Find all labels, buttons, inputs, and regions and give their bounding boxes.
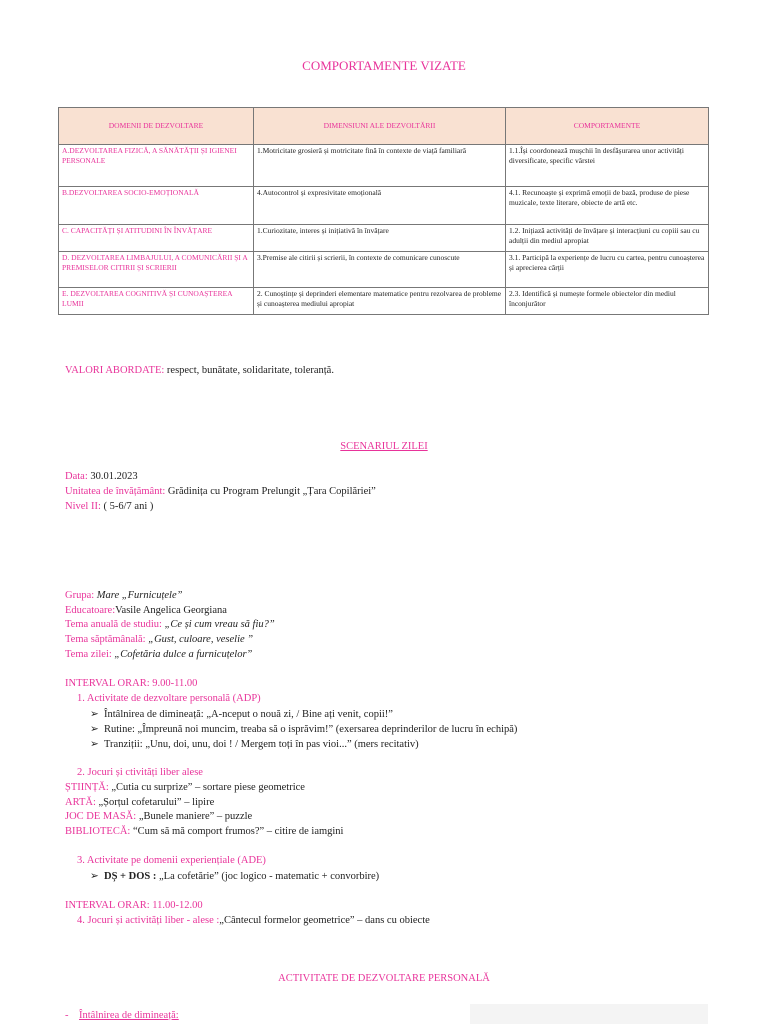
table-cell-domain: C. CAPACITĂȚI ȘI ATITUDINI ÎN ÎNVĂȚARE [59,225,254,252]
footer-overlay [470,1004,708,1024]
biblioteca-line: BIBLIOTECĂ: “Cum să mă comport frumos?” – citire de iamgini [65,826,344,837]
grupa-line [65,590,182,601]
unitate-value: Grădinița cu Program Prelungit „Țara Copilăriei” [165,486,376,497]
table-row [59,187,709,225]
ade-heading: 3. Activitate pe domenii experiențiale (ADE) [77,855,266,866]
tema-anuala-label: Tema anuală de studiu: [65,619,162,630]
joc-masa-line: JOC DE MASĂ: „Bunele maniere” – puzzle [65,811,253,822]
dash-icon: - [65,1010,69,1021]
table-cell-domain: B.DEZVOLTAREA SOCIO-EMOȚIONALĂ [59,187,254,225]
tema-saptamanala-line [65,634,253,645]
competencies-table [58,107,709,315]
nivel-label: Nivel II: [65,501,101,512]
table-row [59,288,709,315]
educatoare-value: Vasile Angelica Georgiana [115,605,227,616]
data-line [65,471,138,482]
educatoare-line [65,605,227,616]
tema-zilei-label: Tema zilei: [65,649,112,660]
grupa-value: Mare „Furnicuțele” [94,590,183,601]
adp-item: ➢ Tranziții: „Unu, doi, unu, doi ! / Mergem toți în pas vioi...” (mers recitativ) [90,739,419,750]
table-cell-behavior: 1.2. Inițiază activități de învățare și interacțiuni cu copiii sau cu adulții din mediul apropiat [506,225,709,252]
unitate-line [65,486,376,497]
table-cell-domain: E. DEZVOLTAREA COGNITIVĂ ȘI CUNOAȘTEREA LUMII [59,288,254,315]
table-row [59,225,709,252]
table-cell-behavior: 1.1.Își coordonează mușchii în desfășurarea unor activități diversificate, specific vârstei [506,145,709,187]
table-cell-dimension: 1.Motricitate grosieră și motricitate fină în contexte de viață familiară [254,145,506,187]
valori-label: VALORI ABORDATE: [65,365,165,376]
adp-item: ➢ Rutine: „Împreună noi muncim, treaba să o isprăvim!” (exersarea deprinderilor de lucru în echipă) [90,724,518,735]
table-header: COMPORTAMENTE [506,108,709,145]
arrow-icon: ➢ [90,739,99,750]
table-header: DOMENII DE DEZVOLTARE [59,108,254,145]
table-header-row [59,108,709,145]
table-cell-behavior: 3.1. Participă la experiențe de lucru cu cartea, pentru cunoașterea și aprecierea cărții [506,252,709,288]
adp-section-title: ACTIVITATE DE DEZVOLTARE PERSONALĂ [278,973,490,984]
data-label: Data: [65,471,88,482]
table-cell-behavior: 2.3. Identifică și numește formele obiectelor din mediul înconjurător [506,288,709,315]
data-value: 30.01.2023 [87,471,138,482]
table-cell-dimension: 4.Autocontrol și expresivitate emoțională [254,187,506,225]
grupa-label: Grupa: [65,590,95,601]
tema-anuala-line [65,619,275,630]
arrow-icon: ➢ [90,724,99,735]
page-title: COMPORTAMENTE VIZATE [302,58,466,73]
arrow-icon: ➢ [90,871,99,882]
interval-2: INTERVAL ORAR: 11.00-12.00 [65,900,203,911]
tema-zilei-line [65,649,252,660]
nivel-value: ( 5-6/7 ani ) [100,501,154,512]
jocuri-heading: 2. Jocuri și ctivități liber alese [77,767,203,778]
arta-line: ARTĂ: „Șorțul cofetarului” – lipire [65,797,215,808]
scenariu-title: SCENARIUL ZILEI [340,441,428,452]
nivel-line [65,501,153,512]
stiinta-line: ȘTIINȚĂ: „Cutia cu surprize” – sortare piese geometrice [65,782,305,793]
last-item: - Întâlnirea de dimineață: [65,1010,179,1021]
table-cell-behavior: 4.1. Recunoaște și exprimă emoții de bază, produse de piese muzicale, texte literare, obiecte de artă etc. [506,187,709,225]
educatoare-label: Educatoare: [65,605,116,616]
adp-item: ➢ Întâlnirea de dimineață: „A-nceput o nouă zi, / Bine ați venit, copii!” [90,709,393,720]
unitate-label: Unitatea de învățământ: [65,486,166,497]
tema-anuala-value: „Ce și cum vreau să fiu?” [161,619,275,630]
table-row [59,145,709,187]
ade-item: ➢ DȘ + DOS : „La cofetărie” (joc logico - matematic + convorbire) [90,871,380,882]
valori-text: respect, bunătate, solidaritate, toleranță. [164,365,334,376]
table-cell-dimension: 2. Cunoștințe și deprinderi elementare matematice pentru rezolvarea de probleme și cunoașterea mediului apropiat [254,288,506,315]
valori-line [65,365,334,376]
tema-saptamanala-label: Tema săptămânală: [65,634,146,645]
table-cell-domain: A.DEZVOLTAREA FIZICĂ, A SĂNĂTĂȚII ȘI IGIENEI PERSONALE [59,145,254,187]
table-cell-dimension: 3.Premise ale citirii și scrierii, în contexte de comunicare cunoscute [254,252,506,288]
tema-saptamanala-value: „Gust, culoare, veselie ” [145,634,254,645]
table-row [59,252,709,288]
interval-1: INTERVAL ORAR: 9.00-11.00 [65,678,198,689]
table-cell-dimension: 1.Curiozitate, interes și inițiativă în învățare [254,225,506,252]
table-cell-domain: D. DEZVOLTAREA LIMBAJULUI, A COMUNICĂRII ȘI A PREMISELOR CITIRII ȘI SCRIERII [59,252,254,288]
jocuri2-line: 4. Jocuri și activități liber - alese :„Cântecul formelor geometrice” – dans cu obiecte [77,915,430,926]
tema-zilei-value: „Cofetăria dulce a furnicuțelor” [111,649,253,660]
arrow-icon: ➢ [90,709,99,720]
adp-heading: 1. Activitate de dezvoltare personală (ADP) [77,693,261,704]
table-header: DIMENSIUNI ALE DEZVOLTĂRII [254,108,506,145]
